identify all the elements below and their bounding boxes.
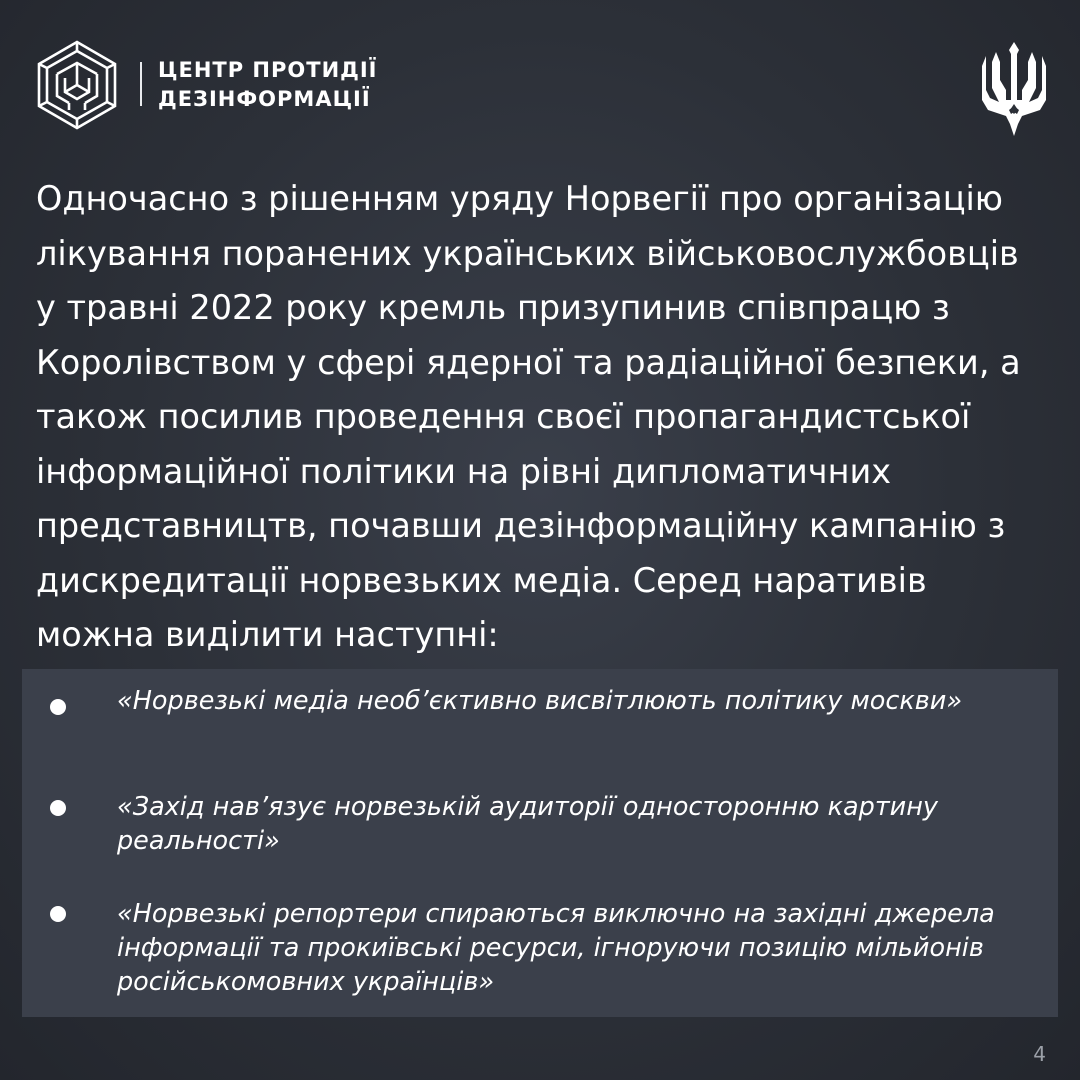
narrative-text: «Норвезькі репортери спираються виключно на західні джерела інформації та прокиївські ресурси, ігноруючи позицію мільйонів російськомовних українців» <box>117 899 995 997</box>
cube-logo-icon <box>36 40 118 130</box>
organization-name-line2: ДЕЗІНФОРМАЦІЇ <box>158 87 371 111</box>
narratives-panel <box>22 669 1058 1017</box>
intro-paragraph: Одночасно з рішенням уряду Норвегії про організацію лікування поранених українських військовослужбовців у травні 2022 року кремль призупинив співпрацю з Королівством у сфері ядерної та радіаційної безпеки, а також посилив проведення своєї пропагандистської інформаційної політики на рівні дипломатичних представництв, почавши дезінформаційну кампанію з дискредитації норвезьких медіа. Серед наративів можна виділити наступні: <box>36 179 1021 654</box>
bullet-icon <box>50 699 66 715</box>
header <box>36 40 1046 140</box>
narrative-text: «Захід нав’язує норвезькій аудиторії односторонню картину реальності» <box>117 792 939 856</box>
bullet-icon <box>50 906 66 922</box>
organization-name-line1: ЦЕНТР ПРОТИДІЇ <box>158 58 378 82</box>
page-number: 4 <box>1033 1042 1046 1066</box>
bullet-icon <box>50 800 66 816</box>
ukrainian-trident-icon <box>982 40 1046 140</box>
header-divider <box>140 62 142 106</box>
narrative-text: «Норвезькі медіа необ’єктивно висвітлюють політику москви» <box>117 686 963 716</box>
organization-name <box>158 56 377 114</box>
